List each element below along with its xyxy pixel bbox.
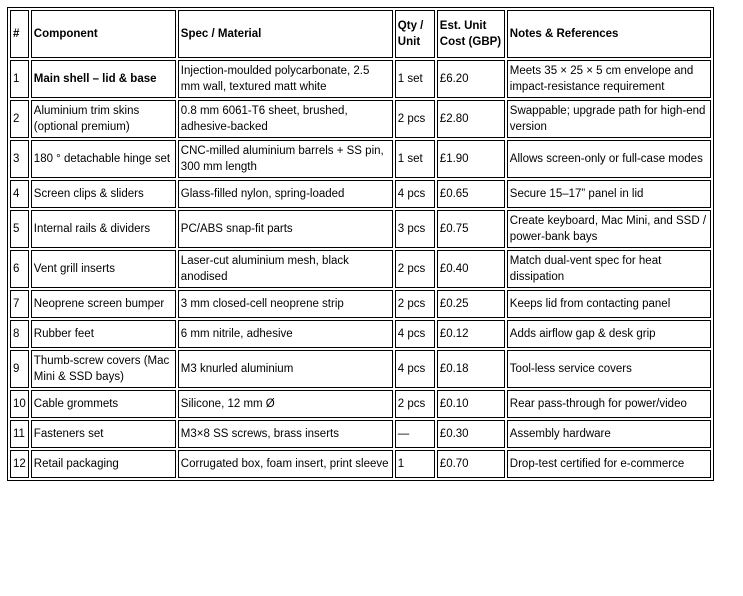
row-spec: M3×8 SS screws, brass inserts xyxy=(178,420,393,448)
row-component: Retail packaging xyxy=(31,450,176,478)
row-spec: Corrugated box, foam insert, print sleeve xyxy=(178,450,393,478)
row-cost: £0.70 xyxy=(437,450,505,478)
table-row xyxy=(10,60,711,98)
row-spec: Injection-moulded polycarbonate, 2.5 mm wall, textured matt white xyxy=(178,60,393,98)
row-num: 8 xyxy=(10,320,29,348)
row-spec: Laser-cut aluminium mesh, black anodised xyxy=(178,250,393,288)
row-notes: Keeps lid from contacting panel xyxy=(507,290,711,318)
row-cost: £0.75 xyxy=(437,210,505,248)
row-cost: £0.40 xyxy=(437,250,505,288)
table-row xyxy=(10,140,711,178)
header-cost: Est. Unit Cost (GBP) xyxy=(437,10,505,58)
row-num: 12 xyxy=(10,450,29,478)
row-num: 5 xyxy=(10,210,29,248)
table-row xyxy=(10,420,711,448)
row-num: 2 xyxy=(10,100,29,138)
table-row xyxy=(10,320,711,348)
table-row xyxy=(10,250,711,288)
row-qty: 4 pcs xyxy=(395,180,435,208)
header-notes: Notes & References xyxy=(507,10,711,58)
table-row xyxy=(10,390,711,418)
row-num: 7 xyxy=(10,290,29,318)
row-cost: £0.12 xyxy=(437,320,505,348)
row-notes: Secure 15–17” panel in lid xyxy=(507,180,711,208)
row-spec: 6 mm nitrile, adhesive xyxy=(178,320,393,348)
row-notes: Rear pass-through for power/video xyxy=(507,390,711,418)
row-qty: 2 pcs xyxy=(395,390,435,418)
row-notes: Create keyboard, Mac Mini, and SSD / power-bank bays xyxy=(507,210,711,248)
row-notes: Meets 35 × 25 × 5 cm envelope and impact-resistance requirement xyxy=(507,60,711,98)
row-cost: £2.80 xyxy=(437,100,505,138)
row-spec: PC/ABS snap-fit parts xyxy=(178,210,393,248)
row-cost: £0.18 xyxy=(437,350,505,388)
row-component: Internal rails & dividers xyxy=(31,210,176,248)
row-component: Cable grommets xyxy=(31,390,176,418)
row-num: 1 xyxy=(10,60,29,98)
row-qty: 1 set xyxy=(395,140,435,178)
row-cost: £0.25 xyxy=(437,290,505,318)
row-notes: Adds airflow gap & desk grip xyxy=(507,320,711,348)
row-num: 9 xyxy=(10,350,29,388)
row-qty: 2 pcs xyxy=(395,100,435,138)
row-notes: Allows screen-only or full-case modes xyxy=(507,140,711,178)
row-component: Thumb-screw covers (Mac Mini & SSD bays) xyxy=(31,350,176,388)
row-num: 6 xyxy=(10,250,29,288)
row-component: Neoprene screen bumper xyxy=(31,290,176,318)
row-qty: 1 xyxy=(395,450,435,478)
row-spec: Glass-filled nylon, spring-loaded xyxy=(178,180,393,208)
row-num: 4 xyxy=(10,180,29,208)
row-num: 3 xyxy=(10,140,29,178)
table-row xyxy=(10,180,711,208)
row-component: Main shell – lid & base xyxy=(31,60,176,98)
row-qty: 2 pcs xyxy=(395,250,435,288)
row-notes: Assembly hardware xyxy=(507,420,711,448)
row-notes: Drop-test certified for e-commerce xyxy=(507,450,711,478)
row-cost: £0.10 xyxy=(437,390,505,418)
table-row xyxy=(10,100,711,138)
row-qty: 2 pcs xyxy=(395,290,435,318)
row-cost: £1.90 xyxy=(437,140,505,178)
row-cost: £0.30 xyxy=(437,420,505,448)
header-component: Component xyxy=(31,10,176,58)
row-qty: — xyxy=(395,420,435,448)
row-qty: 3 pcs xyxy=(395,210,435,248)
table-header-row xyxy=(10,10,711,58)
row-notes: Tool-less service covers xyxy=(507,350,711,388)
row-qty: 1 set xyxy=(395,60,435,98)
row-component: Fasteners set xyxy=(31,420,176,448)
row-spec: 3 mm closed-cell neoprene strip xyxy=(178,290,393,318)
row-cost: £0.65 xyxy=(437,180,505,208)
row-spec: CNC-milled aluminium barrels + SS pin, 300 mm length xyxy=(178,140,393,178)
bom-table-wrapper xyxy=(7,7,714,481)
row-component: Aluminium trim skins (optional premium) xyxy=(31,100,176,138)
row-component: Screen clips & sliders xyxy=(31,180,176,208)
row-notes: Match dual-vent spec for heat dissipation xyxy=(507,250,711,288)
table-row xyxy=(10,290,711,318)
table-row xyxy=(10,450,711,478)
row-spec: 0.8 mm 6061-T6 sheet, brushed, adhesive-backed xyxy=(178,100,393,138)
row-qty: 4 pcs xyxy=(395,350,435,388)
header-num: # xyxy=(10,10,29,58)
row-notes: Swappable; upgrade path for high-end version xyxy=(507,100,711,138)
row-component: Rubber feet xyxy=(31,320,176,348)
table-row xyxy=(10,350,711,388)
row-cost: £6.20 xyxy=(437,60,505,98)
header-qty: Qty / Unit xyxy=(395,10,435,58)
row-num: 11 xyxy=(10,420,29,448)
header-spec: Spec / Material xyxy=(178,10,393,58)
row-qty: 4 pcs xyxy=(395,320,435,348)
row-component: 180 ° detachable hinge set xyxy=(31,140,176,178)
table-row xyxy=(10,210,711,248)
row-num: 10 xyxy=(10,390,29,418)
row-spec: Silicone, 12 mm Ø xyxy=(178,390,393,418)
row-component: Vent grill inserts xyxy=(31,250,176,288)
bom-table xyxy=(7,7,714,481)
row-spec: M3 knurled aluminium xyxy=(178,350,393,388)
